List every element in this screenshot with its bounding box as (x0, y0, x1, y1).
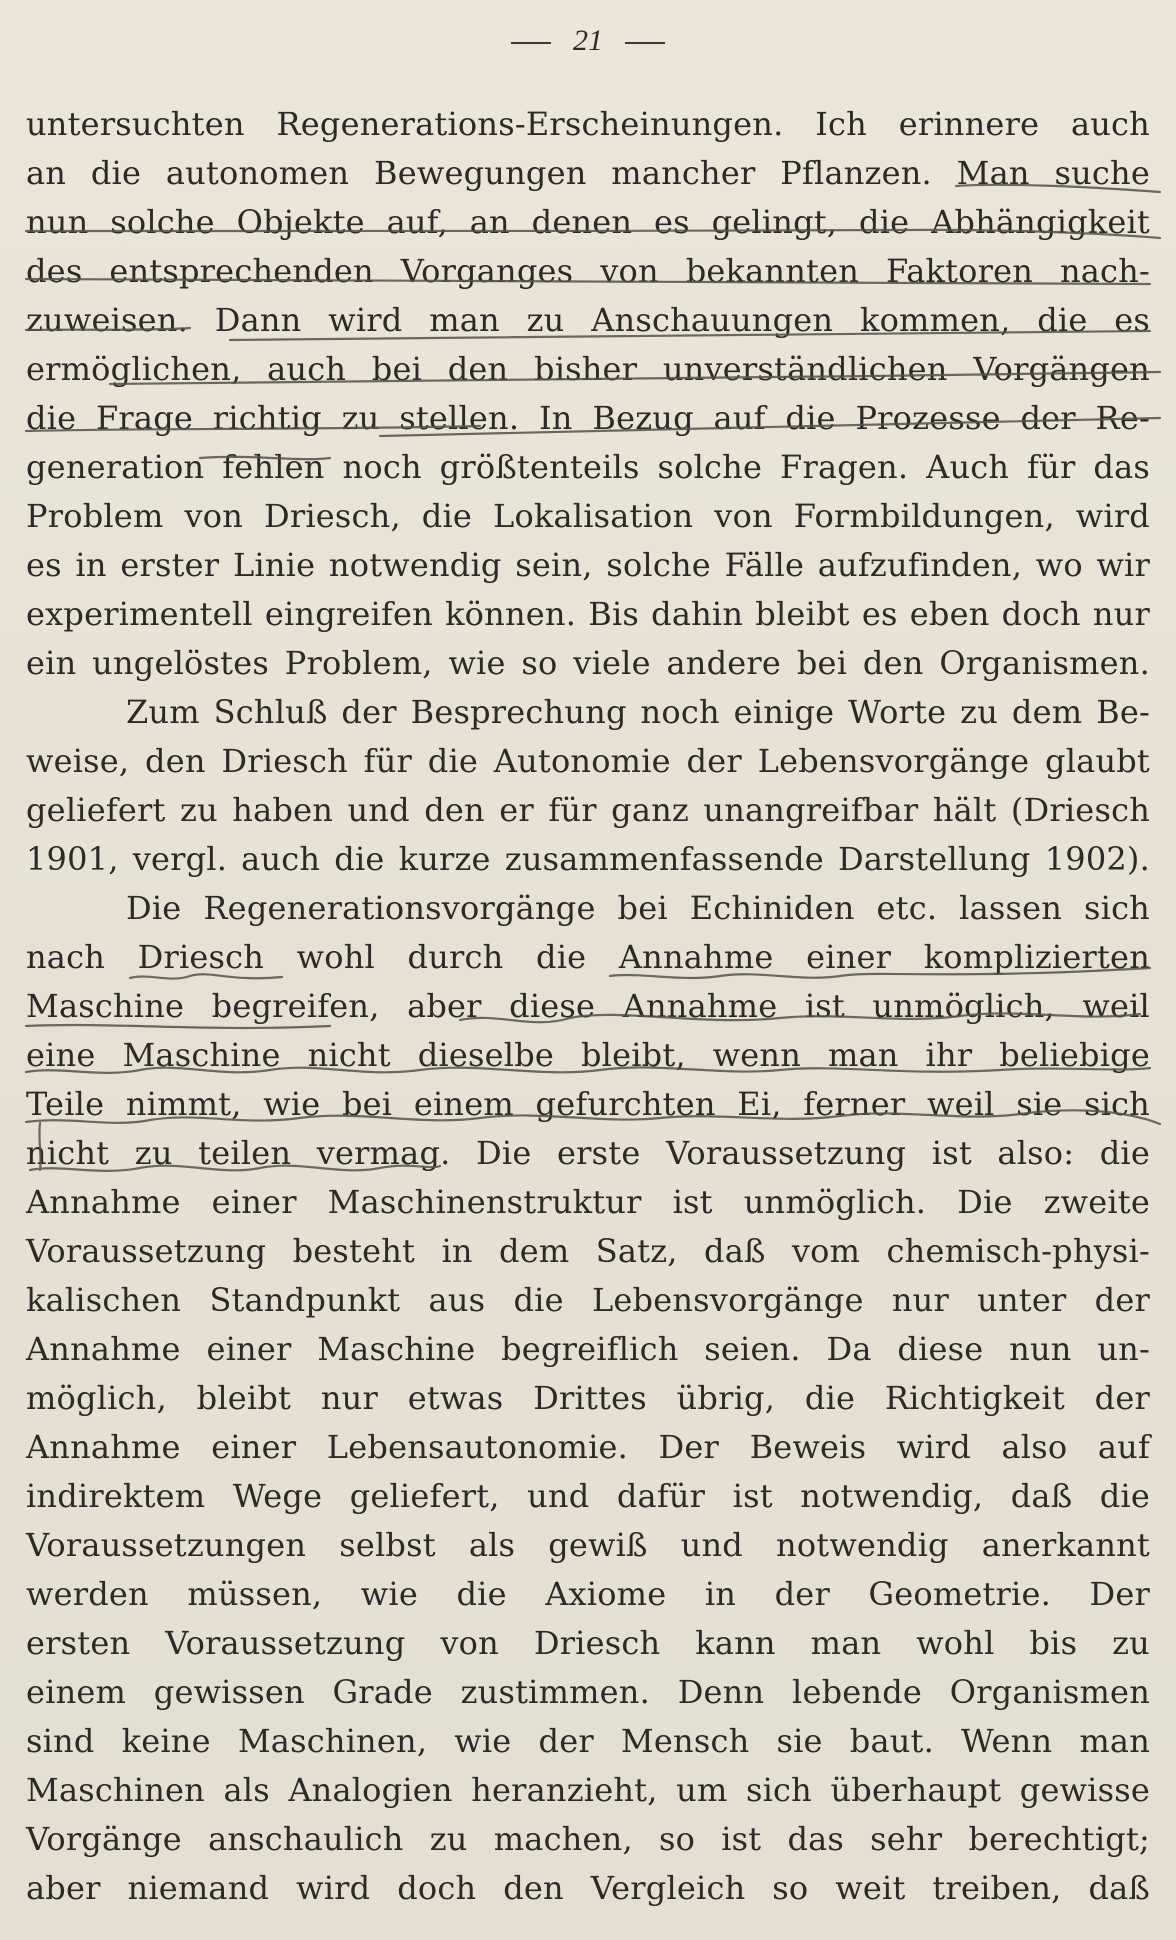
text-line: nicht zu teilen vermag. Die erste Voraussetzung ist also: die (26, 1134, 1150, 1172)
text-line: die Frage richtig zu stellen. In Bezug auf die Prozesse der Re- (26, 399, 1150, 437)
text-line: an die autonomen Bewegungen mancher Pflanzen. Man suche (26, 154, 1150, 192)
text-line: zuweisen. Dann wird man zu Anschauungen kommen, die es (26, 301, 1150, 339)
text-line: kalischen Standpunkt aus die Lebensvorgänge nur unter der (26, 1281, 1150, 1319)
page-number: 21 (573, 24, 603, 57)
text-line: es in erster Linie notwendig sein, solche Fälle aufzufinden, wo wir (26, 546, 1150, 584)
text-line: Maschine begreifen, aber diese Annahme ist unmöglich, weil (26, 987, 1150, 1025)
text-line: Teile nimmt, wie bei einem gefurchten Ei, ferner weil sie sich (26, 1085, 1150, 1123)
text-line: nun solche Objekte auf, an denen es gelingt, die Abhängigkeit (26, 203, 1150, 241)
text-line: ermöglichen, auch bei den bisher unverständlichen Vorgängen (26, 350, 1150, 388)
text-line: Maschinen als Analogien heranzieht, um sich überhaupt gewisse (26, 1771, 1150, 1809)
text-line: indirektem Wege geliefert, und dafür ist notwendig, daß die (26, 1477, 1150, 1515)
text-line: sind keine Maschinen, wie der Mensch sie baut. Wenn man (26, 1722, 1150, 1760)
page-header (0, 18, 1176, 64)
text-line: Voraussetzung besteht in dem Satz, daß vom chemisch-physi- (26, 1232, 1150, 1270)
text-line: 1901, vergl. auch die kurze zusammenfassende Darstellung 1902). (26, 840, 1150, 878)
text-line: experimentell eingreifen können. Bis dahin bleibt es eben doch nur (26, 595, 1150, 633)
text-line: nach Driesch wohl durch die Annahme einer komplizierten (26, 938, 1150, 976)
text-line: Zum Schluß der Besprechung noch einige Worte zu dem Be- (126, 693, 1150, 731)
text-line: des entsprechenden Vorganges von bekannten Faktoren nach- (26, 252, 1150, 290)
body-text (26, 100, 1150, 1913)
header-dash-right (625, 42, 665, 44)
text-line: Annahme einer Lebensautonomie. Der Beweis wird also auf (26, 1428, 1150, 1466)
text-line: Problem von Driesch, die Lokalisation von Formbildungen, wird (26, 497, 1150, 535)
text-line: geliefert zu haben und den er für ganz unangreifbar hält (Driesch (26, 791, 1150, 829)
text-line: weise, den Driesch für die Autonomie der Lebensvorgänge glaubt (26, 742, 1150, 780)
text-line: werden müssen, wie die Axiome in der Geometrie. Der (26, 1575, 1150, 1613)
text-line: ein ungelöstes Problem, wie so viele andere bei den Organismen. (26, 644, 1150, 682)
text-line: untersuchten Regenerations-Erscheinungen. Ich erinnere auch (26, 105, 1150, 143)
text-line: einem gewissen Grade zustimmen. Denn lebende Organismen (26, 1673, 1150, 1711)
text-line: Annahme einer Maschinenstruktur ist unmöglich. Die zweite (26, 1183, 1150, 1221)
text-line: generation fehlen noch größtenteils solche Fragen. Auch für das (26, 448, 1150, 486)
text-line: Vorgänge anschaulich zu machen, so ist das sehr berechtigt; (26, 1820, 1150, 1858)
header-dash-left (511, 42, 551, 44)
text-line: Die Regenerationsvorgänge bei Echiniden etc. lassen sich (126, 889, 1150, 927)
text-line: Annahme einer Maschine begreiflich seien. Da diese nun un- (26, 1330, 1150, 1368)
text-line: ersten Voraussetzung von Driesch kann man wohl bis zu (26, 1624, 1150, 1662)
text-line: möglich, bleibt nur etwas Drittes übrig, die Richtigkeit der (26, 1379, 1150, 1417)
text-line: eine Maschine nicht dieselbe bleibt, wenn man ihr beliebige (26, 1036, 1150, 1074)
text-line: aber niemand wird doch den Vergleich so weit treiben, daß (26, 1869, 1150, 1907)
text-line: Voraussetzungen selbst als gewiß und notwendig anerkannt (26, 1526, 1150, 1564)
